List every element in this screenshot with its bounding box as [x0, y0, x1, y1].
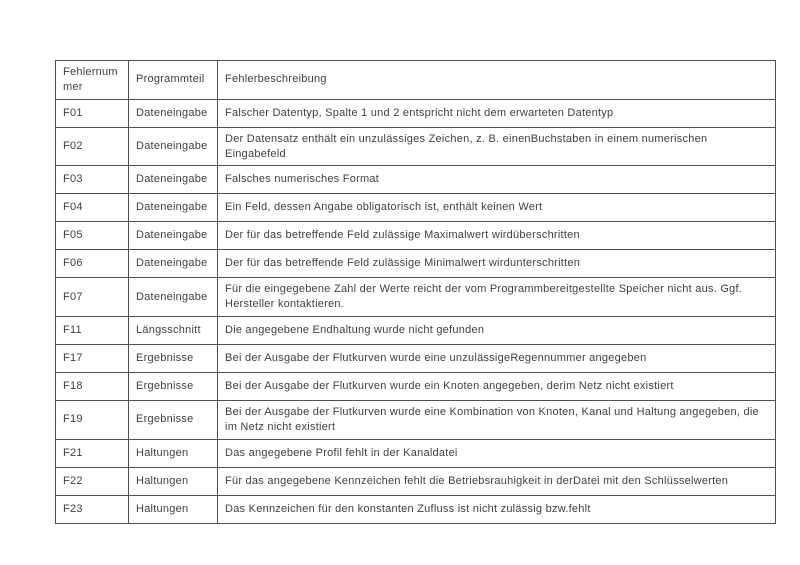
table-row — [56, 345, 776, 373]
cell-program-part: Dateneingabe — [129, 99, 218, 127]
error-table-body — [56, 99, 776, 523]
cell-error-description: Falscher Datentyp, Spalte 1 und 2 entspricht nicht dem erwarteten Datentyp — [218, 99, 776, 127]
cell-program-part: Haltungen — [129, 495, 218, 523]
cell-program-part: Ergebnisse — [129, 345, 218, 373]
cell-error-code: F23 — [56, 495, 129, 523]
table-row — [56, 495, 776, 523]
cell-error-description: Die angegebene Endhaltung wurde nicht gefunden — [218, 317, 776, 345]
cell-error-description: Der für das betreffende Feld zulässige Minimalwert wirdunterschritten — [218, 250, 776, 278]
header-fehlernummer: Fehlernummer — [56, 61, 129, 100]
table-row — [56, 439, 776, 467]
cell-error-description: Das Kennzeichen für den konstanten Zufluss ist nicht zulässig bzw.fehlt — [218, 495, 776, 523]
cell-program-part: Längsschnitt — [129, 317, 218, 345]
table-row — [56, 278, 776, 317]
cell-error-description: Der für das betreffende Feld zulässige Maximalwert wirdüberschritten — [218, 222, 776, 250]
cell-error-code: F06 — [56, 250, 129, 278]
cell-error-description: Für die eingegebene Zahl der Werte reicht der vom Programmbereitgestellte Speicher nicht aus. Ggf. Hersteller kontaktieren. — [218, 278, 776, 317]
cell-error-description: Ein Feld, dessen Angabe obligatorisch ist, enthält keinen Wert — [218, 194, 776, 222]
table-header-row — [56, 61, 776, 100]
cell-error-code: F18 — [56, 373, 129, 401]
cell-error-code: F04 — [56, 194, 129, 222]
error-table-container — [55, 60, 775, 524]
cell-program-part: Dateneingabe — [129, 194, 218, 222]
cell-program-part: Dateneingabe — [129, 250, 218, 278]
cell-error-description: Der Datensatz enthält ein unzulässiges Zeichen, z. B. einenBuchstaben in einem numerischen Eingabefeld — [218, 127, 776, 166]
cell-error-description: Bei der Ausgabe der Flutkurven wurde ein Knoten angegeben, derim Netz nicht existiert — [218, 373, 776, 401]
table-row — [56, 317, 776, 345]
cell-error-code: F19 — [56, 401, 129, 440]
table-row — [56, 401, 776, 440]
table-row — [56, 166, 776, 194]
cell-error-code: F01 — [56, 99, 129, 127]
cell-program-part: Ergebnisse — [129, 373, 218, 401]
header-programmteil: Programmteil — [129, 61, 218, 100]
cell-error-description: Für das angegebene Kennzeichen fehlt die Betriebsrauhigkeit in derDatei mit den Schlüsselwerten — [218, 467, 776, 495]
cell-error-code: F17 — [56, 345, 129, 373]
table-row — [56, 373, 776, 401]
cell-error-description: Bei der Ausgabe der Flutkurven wurde eine Kombination von Knoten, Kanal und Haltung angegeben, die im Netz nicht existiert — [218, 401, 776, 440]
error-code-table — [55, 60, 776, 524]
cell-error-code: F22 — [56, 467, 129, 495]
cell-error-description: Falsches numerisches Format — [218, 166, 776, 194]
table-row — [56, 99, 776, 127]
cell-error-code: F07 — [56, 278, 129, 317]
table-row — [56, 127, 776, 166]
cell-program-part: Haltungen — [129, 439, 218, 467]
table-row — [56, 222, 776, 250]
cell-program-part: Dateneingabe — [129, 127, 218, 166]
cell-program-part: Haltungen — [129, 467, 218, 495]
cell-program-part: Dateneingabe — [129, 166, 218, 194]
cell-error-code: F05 — [56, 222, 129, 250]
cell-program-part: Ergebnisse — [129, 401, 218, 440]
table-row — [56, 250, 776, 278]
header-fehlerbeschreibung: Fehlerbeschreibung — [218, 61, 776, 100]
cell-program-part: Dateneingabe — [129, 222, 218, 250]
table-row — [56, 194, 776, 222]
cell-error-code: F03 — [56, 166, 129, 194]
cell-error-code: F02 — [56, 127, 129, 166]
cell-error-description: Bei der Ausgabe der Flutkurven wurde eine unzulässigeRegennummer angegeben — [218, 345, 776, 373]
cell-error-code: F21 — [56, 439, 129, 467]
table-row — [56, 467, 776, 495]
cell-error-code: F11 — [56, 317, 129, 345]
cell-error-description: Das angegebene Profil fehlt in der Kanaldatei — [218, 439, 776, 467]
cell-program-part: Dateneingabe — [129, 278, 218, 317]
